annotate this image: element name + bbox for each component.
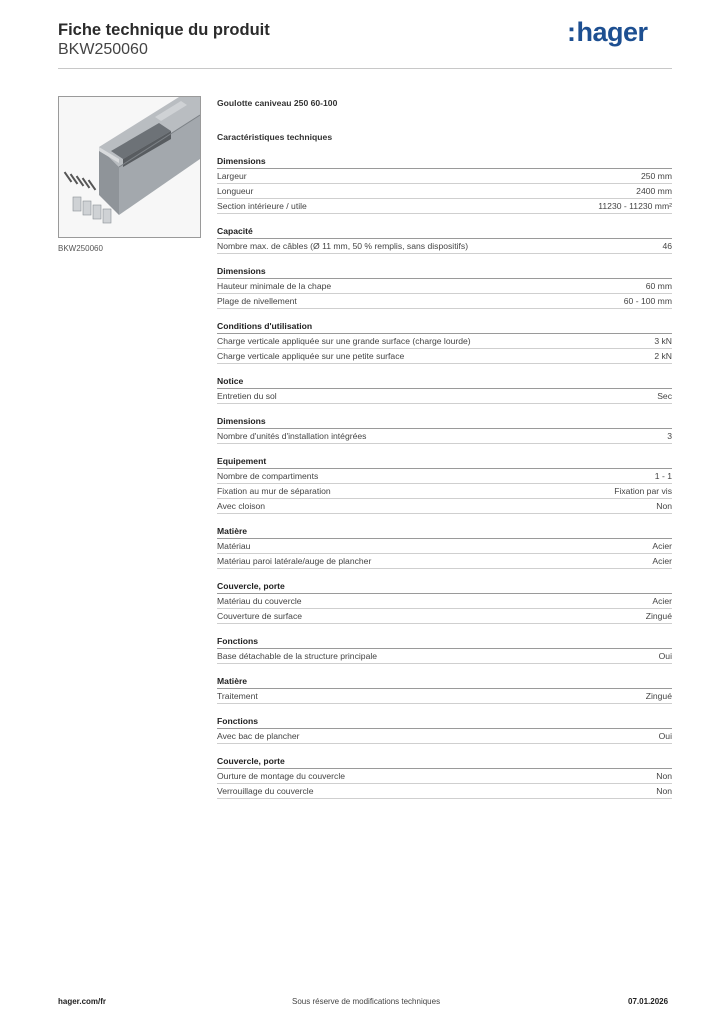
- spec-content: [217, 96, 672, 799]
- spec-label: Section intérieure / utile: [217, 201, 307, 211]
- spec-label: Charge verticale appliquée sur une grande surface (charge lourde): [217, 336, 471, 346]
- spec-row: [217, 554, 672, 569]
- spec-label: Ourture de montage du couvercle: [217, 771, 346, 781]
- spec-value: Zingué: [645, 611, 672, 621]
- product-illustration: [59, 97, 200, 237]
- spec-label: Largeur: [217, 171, 247, 181]
- product-name: Goulotte caniveau 250 60-100: [217, 98, 338, 108]
- spec-row: [217, 429, 672, 444]
- spec-label: Avec bac de plancher: [217, 731, 300, 741]
- spec-section: [217, 634, 672, 664]
- spec-value: Non: [656, 786, 672, 796]
- spec-section: [217, 454, 672, 514]
- spec-label: Nombre max. de câbles (Ø 11 mm, 50 % remplis, sans dispositifs): [217, 241, 469, 251]
- header-divider: [58, 68, 672, 69]
- spec-section: [217, 754, 672, 799]
- spec-value: 60 - 100 mm: [623, 296, 672, 306]
- spec-label: Avec cloison: [217, 501, 266, 511]
- spec-label: Fixation au mur de séparation: [217, 486, 331, 496]
- footer-website: hager.com/fr: [58, 997, 107, 1006]
- spec-row: [217, 334, 672, 349]
- spec-row: [217, 279, 672, 294]
- spec-row: [217, 769, 672, 784]
- spec-value: 1 - 1: [654, 471, 672, 481]
- spec-value: 3: [667, 431, 672, 441]
- spec-row: [217, 389, 672, 404]
- spec-value: Oui: [658, 651, 672, 661]
- spec-row: [217, 184, 672, 199]
- product-reference: BKW250060: [58, 41, 148, 58]
- spec-row: [217, 729, 672, 744]
- spec-section: [217, 579, 672, 624]
- spec-value: 2 kN: [654, 351, 672, 361]
- spec-value: 250 mm: [640, 171, 672, 181]
- section-title: Couvercle, porte: [217, 754, 672, 769]
- spec-section: [217, 414, 672, 444]
- section-title: Notice: [217, 374, 672, 389]
- spec-value: Fixation par vis: [614, 486, 672, 496]
- spec-row: [217, 469, 672, 484]
- spec-row: [217, 649, 672, 664]
- spec-value: Non: [656, 771, 672, 781]
- spec-value: Acier: [652, 541, 672, 551]
- footer-date: 07.01.2026: [628, 997, 669, 1006]
- section-title: Dimensions: [217, 154, 672, 169]
- section-title: Matière: [217, 524, 672, 539]
- spec-section: [217, 674, 672, 704]
- footer-disclaimer: Sous réserve de modifications techniques: [292, 997, 441, 1006]
- section-title: Matière: [217, 674, 672, 689]
- spec-label: Couverture de surface: [217, 611, 303, 621]
- hager-logo: :hager: [567, 17, 648, 47]
- section-title: Conditions d'utilisation: [217, 319, 672, 334]
- spec-label: Entretien du sol: [217, 391, 277, 401]
- spec-label: Matériau: [217, 541, 251, 551]
- spec-label: Matériau paroi latérale/auge de plancher: [217, 556, 372, 566]
- spec-section: [217, 374, 672, 404]
- spec-row: [217, 349, 672, 364]
- spec-row: [217, 594, 672, 609]
- spec-value: 2400 mm: [636, 186, 672, 196]
- logo-text: hager: [576, 17, 648, 47]
- spec-label: Traitement: [217, 691, 258, 701]
- section-title: Dimensions: [217, 264, 672, 279]
- spec-row: [217, 539, 672, 554]
- spec-value: 3 kN: [654, 336, 672, 346]
- spec-value: Oui: [658, 731, 672, 741]
- spec-section: [217, 714, 672, 744]
- image-caption: BKW250060: [58, 244, 103, 253]
- spec-section: [217, 154, 672, 214]
- spec-value: 60 mm: [645, 281, 672, 291]
- section-title: Fonctions: [217, 634, 672, 649]
- spec-row: [217, 294, 672, 309]
- spec-row: [217, 169, 672, 184]
- spec-label: Nombre d'unités d'installation intégrées: [217, 431, 367, 441]
- page-title: Fiche technique du produit: [58, 21, 270, 39]
- spec-label: Plage de nivellement: [217, 296, 297, 306]
- spec-value: 46: [662, 241, 672, 251]
- spec-value: Acier: [652, 556, 672, 566]
- spec-value: Non: [656, 501, 672, 511]
- spec-label: Longueur: [217, 186, 254, 196]
- spec-row: [217, 784, 672, 799]
- section-title: Fonctions: [217, 714, 672, 729]
- spec-label: Hauteur minimale de la chape: [217, 281, 332, 291]
- spec-label: Nombre de compartiments: [217, 471, 319, 481]
- section-title: Dimensions: [217, 414, 672, 429]
- spec-sections: [217, 154, 672, 799]
- spec-label: Verrouillage du couvercle: [217, 786, 314, 796]
- section-title: Couvercle, porte: [217, 579, 672, 594]
- product-image: [58, 96, 201, 238]
- specs-title: Caractéristiques techniques: [217, 132, 333, 142]
- spec-row: [217, 499, 672, 514]
- spec-label: Charge verticale appliquée sur une petite surface: [217, 351, 405, 361]
- spec-label: Matériau du couvercle: [217, 596, 302, 606]
- spec-row: [217, 484, 672, 499]
- spec-value: Zingué: [645, 691, 672, 701]
- spec-section: [217, 319, 672, 364]
- spec-value: Sec: [657, 391, 672, 401]
- section-title: Equipement: [217, 454, 672, 469]
- spec-section: [217, 524, 672, 569]
- document-header: [58, 20, 270, 60]
- spec-section: [217, 264, 672, 309]
- spec-section: [217, 224, 672, 254]
- spec-row: [217, 199, 672, 214]
- spec-value: 11230 - 11230 mm²: [598, 201, 672, 211]
- spec-row: [217, 689, 672, 704]
- spec-row: [217, 609, 672, 624]
- spec-value: Acier: [652, 596, 672, 606]
- spec-row: [217, 239, 672, 254]
- section-title: Capacité: [217, 224, 672, 239]
- spec-label: Base détachable de la structure principale: [217, 651, 378, 661]
